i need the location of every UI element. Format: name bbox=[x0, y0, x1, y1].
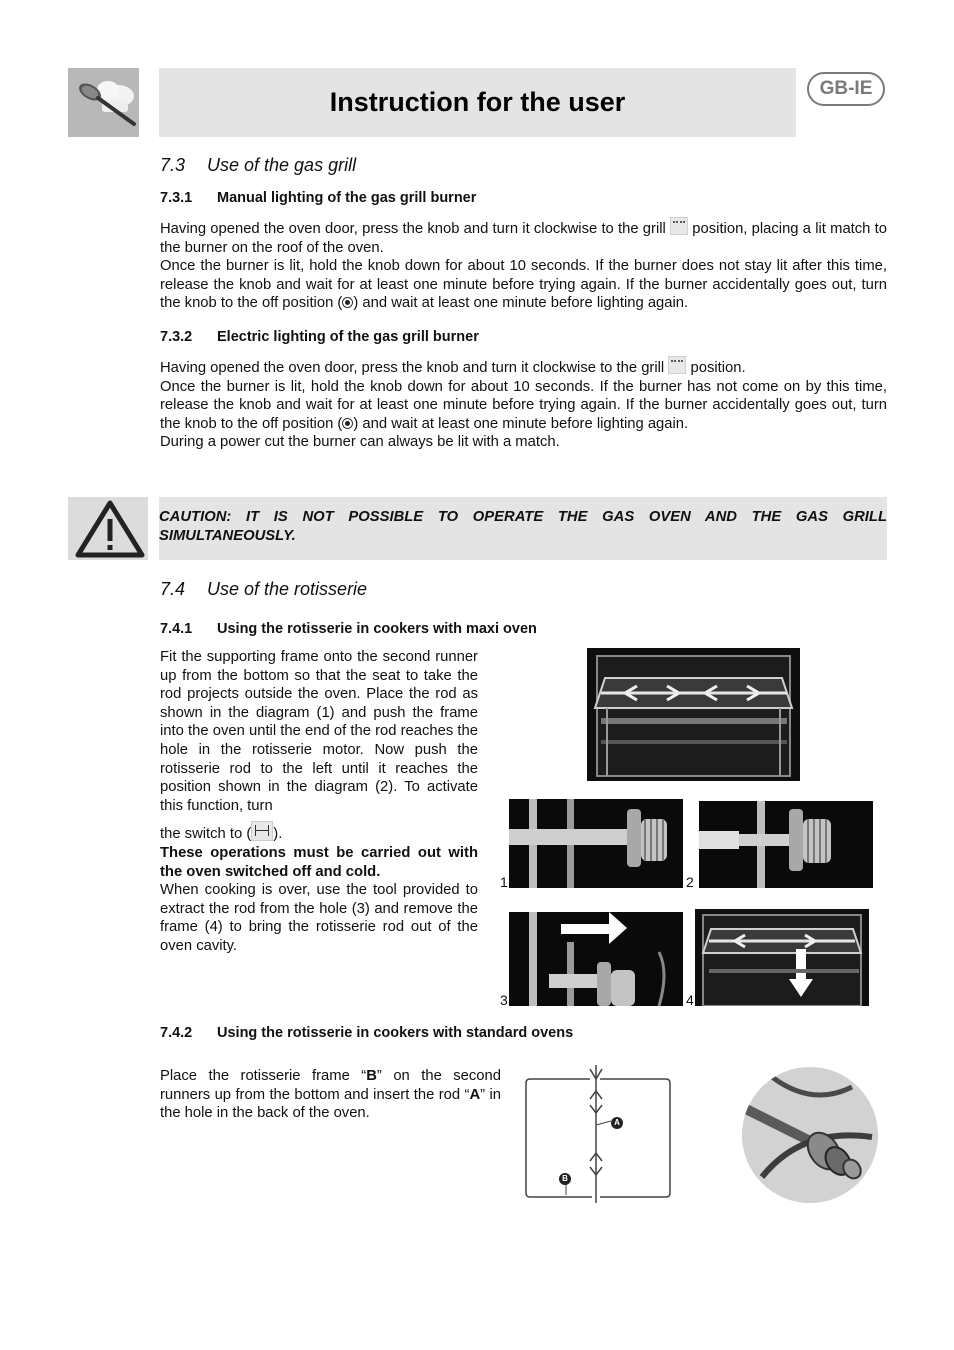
text: ) and wait at least one minute before lighting again. bbox=[353, 295, 689, 312]
figure-label-4: 4 bbox=[686, 992, 694, 1008]
subsection-heading-7-4-2 bbox=[160, 1025, 573, 1041]
region-badge: GB-IE bbox=[807, 72, 885, 106]
subsection-heading-7-3-1 bbox=[160, 190, 476, 206]
subsection-title: Using the rotisserie in cookers with standard ovens bbox=[217, 1025, 574, 1041]
oven-rotisserie-photo bbox=[587, 648, 800, 781]
figure-label-1: 1 bbox=[500, 874, 508, 890]
rotisserie-detail-photo-2 bbox=[699, 801, 873, 888]
warning-triangle-icon bbox=[68, 497, 148, 560]
rotisserie-detail-photo-4 bbox=[695, 909, 869, 1006]
text: ” on the second runners up from the bottom and insert the rod “ bbox=[160, 1068, 501, 1103]
rotisserie-frame-diagram bbox=[520, 1065, 675, 1205]
rotisserie-closeup-photo bbox=[742, 1067, 878, 1203]
label-a: A bbox=[469, 1086, 481, 1103]
text: Having opened the oven door, press the knob and turn it clockwise to the grill bbox=[160, 360, 665, 376]
off-position-icon bbox=[342, 297, 353, 308]
rotisserie-symbol-icon bbox=[251, 821, 273, 841]
subsection-number: 7.3.1 bbox=[160, 190, 193, 206]
section-heading-7-4 bbox=[160, 579, 367, 600]
page-title: Instruction for the user bbox=[329, 87, 626, 117]
text: ” in the hole in the back of the oven. bbox=[160, 1086, 501, 1122]
text: position, placing a lit match to the burner on the roof of the oven. bbox=[160, 221, 887, 256]
chef-logo bbox=[68, 68, 139, 137]
subsection-title: Electric lighting of the gas grill burner bbox=[217, 329, 479, 345]
subsection-number: 7.4.2 bbox=[160, 1025, 193, 1041]
text: Once the burner is lit, hold the knob down for about 10 seconds. If the burner has not come on by this time, release the knob and wait for at least one minute before trying again. If the burner accidentally goes out, turn the knob to the off position ( bbox=[160, 378, 887, 432]
bold-warning-text: These operations must be carried out with the oven switched off and cold. bbox=[160, 844, 478, 880]
text: Place the rotisserie frame “ bbox=[160, 1068, 367, 1084]
subsection-number: 7.3.2 bbox=[160, 329, 193, 345]
section-number: 7.4 bbox=[160, 579, 186, 599]
caution-text: CAUTION: IT IS NOT POSSIBLE TO OPERATE THE GAS OVEN AND THE GAS GRILL SIMULTANEOUSLY. bbox=[159, 509, 887, 544]
text: the switch to ( bbox=[160, 826, 252, 843]
paragraph-7-4-2 bbox=[160, 1067, 501, 1123]
title-bar bbox=[159, 68, 796, 137]
paragraph-7-4-1 bbox=[160, 648, 478, 956]
paragraph-7-3-2 bbox=[160, 356, 887, 452]
text: When cooking is over, use the tool provided to extract the rod from the hole (3) and remove the frame (4) to bring the rotisserie rod out of the oven cavity. bbox=[160, 882, 478, 954]
figure-label-3: 3 bbox=[500, 992, 508, 1008]
subsection-title: Manual lighting of the gas grill burner bbox=[217, 190, 477, 206]
chef-hat-spoon-icon bbox=[68, 68, 139, 137]
section-title: Use of the rotisserie bbox=[207, 579, 368, 599]
text: position. bbox=[690, 360, 746, 376]
rotisserie-detail-photo-3 bbox=[509, 912, 683, 1006]
text: Once the burner is lit, hold the knob down for about 10 seconds. If the burner does not stay lit after this time, release the knob and wait for at least one minute before trying again. If the burner accidentally goes out, turn the knob to the off position ( bbox=[160, 258, 887, 312]
text: ) and wait at least one minute before lighting again. bbox=[353, 415, 689, 432]
subsection-title: Using the rotisserie in cookers with maxi oven bbox=[217, 621, 537, 637]
subsection-heading-7-4-1 bbox=[160, 621, 537, 637]
subsection-number: 7.4.1 bbox=[160, 621, 193, 637]
diagram-label-b: B bbox=[562, 1174, 568, 1183]
paragraph-7-3-1 bbox=[160, 217, 887, 313]
diagram-label-a: A bbox=[614, 1118, 620, 1127]
figure-label-2: 2 bbox=[686, 874, 694, 890]
grill-symbol-icon bbox=[668, 356, 686, 374]
rotisserie-detail-photo-1 bbox=[509, 799, 683, 888]
section-number: 7.3 bbox=[160, 155, 186, 175]
section-title: Use of the gas grill bbox=[207, 155, 357, 175]
subsection-heading-7-3-2 bbox=[160, 329, 479, 345]
label-b: B bbox=[366, 1068, 377, 1084]
text: Having opened the oven door, press the knob and turn it clockwise to the grill bbox=[160, 221, 666, 237]
text: ). bbox=[273, 826, 283, 843]
caution-icon-box bbox=[68, 497, 148, 560]
off-position-icon bbox=[342, 418, 353, 429]
text: Fit the supporting frame onto the second runner up from the bottom so that the seat to take the rod projects outside the oven. Place the rod as shown in the diagram (1) and push the frame into the oven until the end of the rod reaches the hole in the rotisserie motor. Now push the rotisserie rod to the left until it reaches the position shown in the diagram (2). To activate this function, turn bbox=[160, 649, 478, 814]
section-heading-7-3 bbox=[160, 155, 356, 176]
text: During a power cut the burner can always be lit with a match. bbox=[160, 434, 560, 451]
grill-symbol-icon bbox=[670, 217, 688, 235]
